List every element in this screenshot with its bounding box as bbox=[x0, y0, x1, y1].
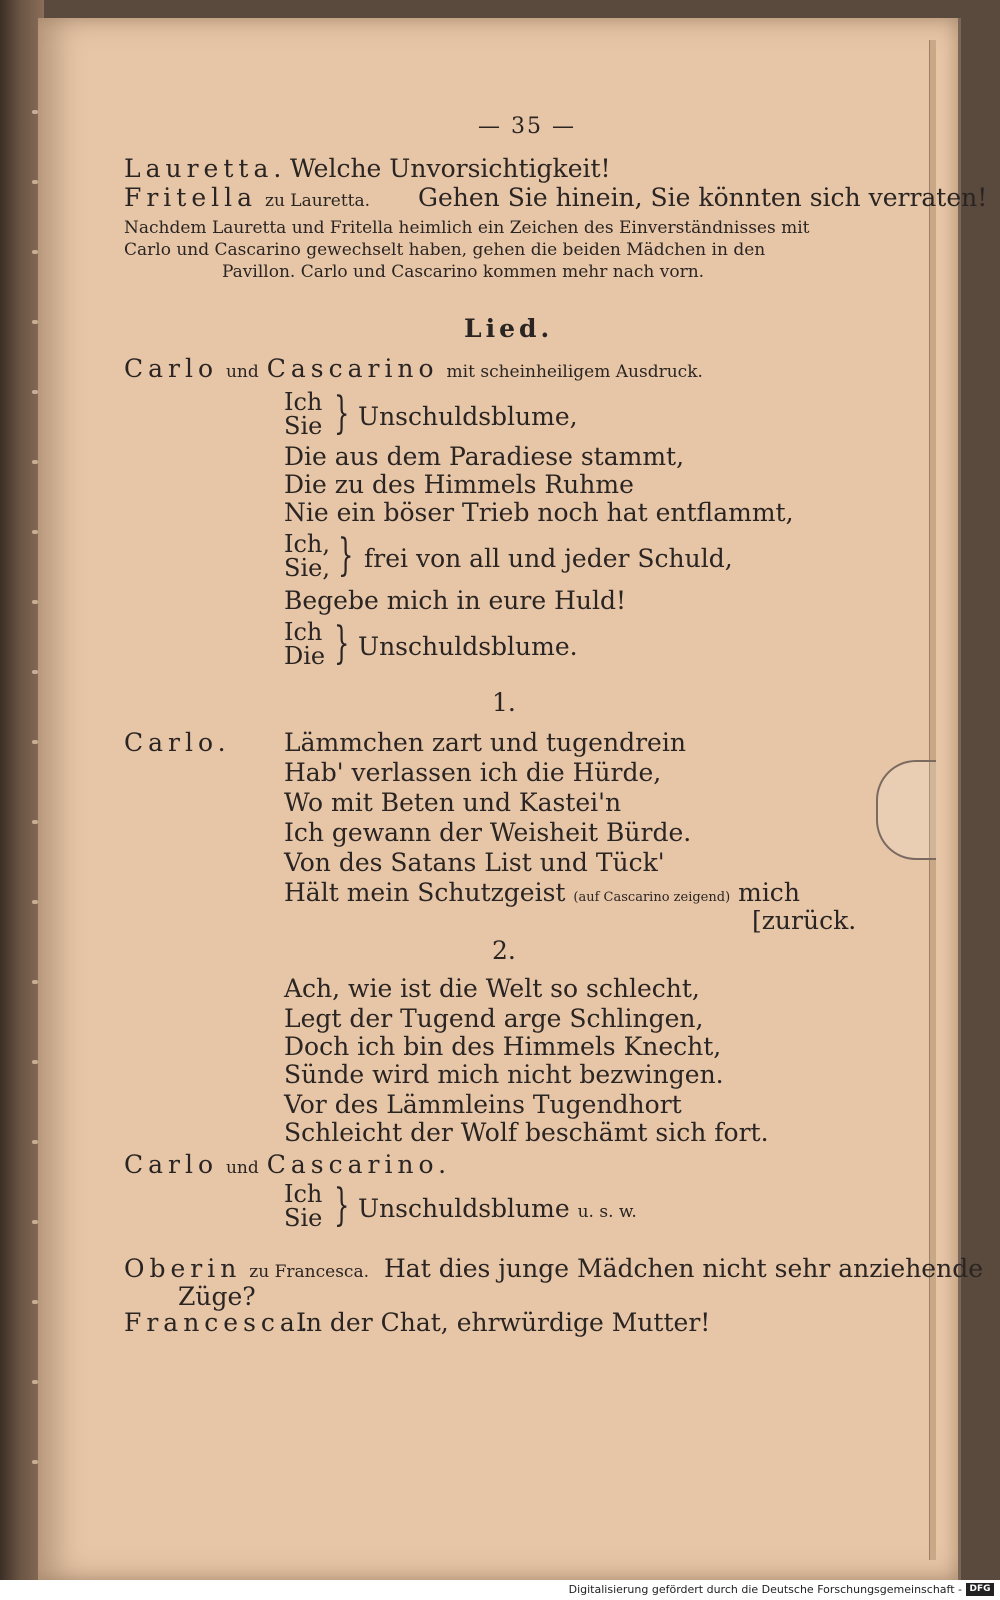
brace-1: } bbox=[334, 388, 350, 439]
section-number-1: 1. bbox=[492, 688, 516, 717]
brace-2: } bbox=[338, 530, 354, 581]
stanza2-line-1: Ach, wie ist die Welt so schlecht, bbox=[284, 974, 700, 1003]
stanza1-line-4: Ich gewann der Weisheit Bürde. bbox=[284, 818, 692, 847]
stage-direction-line-3: Pavillon. Carlo und Cascarino kommen mehr nach vorn. bbox=[222, 262, 705, 282]
stanza1-line-3: Wo mit Beten und Kastei'n bbox=[284, 788, 622, 817]
speaker-fritella: Fritella zu Lauretta. bbox=[124, 183, 371, 212]
stage-direction-line-1: Nachdem Lauretta und Fritella heimlich ein Zeichen des Einverständnisses mit bbox=[124, 218, 810, 238]
stanza2-line-3: Doch ich bin des Himmels Knecht, bbox=[284, 1032, 722, 1061]
speaker-oberin: Oberin zu Francesca. bbox=[124, 1254, 369, 1283]
speaker-carlo: Carlo. bbox=[124, 728, 231, 757]
stanza1-line-2: Hab' verlassen ich die Hürde, bbox=[284, 758, 662, 787]
verse-line-1: Unschuldsblume, bbox=[358, 402, 578, 431]
footer-credit: Digitalisierung gefördert durch die Deutsche Forschungsgemeinschaft - bbox=[568, 1583, 962, 1596]
line-oberin: Hat dies junge Mädchen nicht sehr anziehende bbox=[384, 1254, 983, 1283]
stanza1-line-6: Hält mein Schutzgeist (auf Cascarino zeigend) mich bbox=[284, 878, 800, 907]
verse-line-4: Nie ein böser Trieb noch hat entflammt, bbox=[284, 498, 794, 527]
brace-stack-3: Ich Die bbox=[284, 618, 326, 670]
stanza2-line-5: Vor des Lämmleins Tugendhort bbox=[284, 1090, 682, 1119]
brace-stack-4: Ich Sie bbox=[284, 1180, 323, 1232]
line-lauretta: Welche Unvorsichtigkeit! bbox=[290, 154, 611, 183]
line-oberin-cont: Züge? bbox=[178, 1282, 256, 1311]
verse-line-3: Die zu des Himmels Ruhme bbox=[284, 470, 634, 499]
section-number-2: 2. bbox=[492, 936, 516, 965]
stanza1-line-1: Lämmchen zart und tugendrein bbox=[284, 728, 686, 757]
brace-4: } bbox=[334, 1180, 350, 1231]
page-tab-marker bbox=[876, 760, 936, 860]
verse-line-2: Die aus dem Paradiese stammt, bbox=[284, 442, 685, 471]
stanza2-line-6: Schleicht der Wolf beschämt sich fort. bbox=[284, 1118, 769, 1147]
stage-direction-line-2: Carlo und Cascarino gewechselt haben, gehen die beiden Mädchen in den bbox=[124, 240, 766, 260]
stanza1-line-6-overflow: [zurück. bbox=[752, 906, 857, 935]
brace-stack-2: Ich, Sie, bbox=[284, 530, 331, 582]
speaker-lauretta: Lauretta. bbox=[124, 154, 287, 183]
speaker-carlo-cascarino: Carlo und Cascarino mit scheinheiligem Ausdruck. bbox=[124, 354, 703, 383]
verse-line-5: frei von all und jeder Schuld, bbox=[364, 544, 733, 573]
speaker-francesca: Francesca. bbox=[124, 1308, 313, 1337]
stanza2-line-4: Sünde wird mich nicht bezwingen. bbox=[284, 1060, 724, 1089]
verse-line-7: Unschuldsblume. bbox=[358, 632, 578, 661]
brace-stack-1: Ich Sie bbox=[284, 388, 323, 440]
verse-line-6: Begebe mich in eure Huld! bbox=[284, 586, 627, 615]
line-fritella: Gehen Sie hinein, Sie könnten sich verraten! bbox=[418, 183, 988, 212]
brace-3: } bbox=[334, 618, 350, 669]
stanza2-line-2: Legt der Tugend arge Schlingen, bbox=[284, 1004, 704, 1033]
page-number: — 35 — bbox=[478, 114, 576, 139]
dfg-logo: DFG bbox=[966, 1583, 994, 1596]
stanza1-line-5: Von des Satans List und Tück' bbox=[284, 848, 665, 877]
line-francesca: In der Chat, ehrwürdige Mutter! bbox=[296, 1308, 711, 1337]
song-title: Lied. bbox=[464, 314, 554, 343]
footer-bar bbox=[0, 1580, 1000, 1600]
book-page bbox=[38, 18, 988, 1580]
speaker-carlo-cascarino-2: Carlo und Cascarino. bbox=[124, 1150, 452, 1179]
refrain-line: Unschuldsblume u. s. w. bbox=[358, 1194, 637, 1223]
